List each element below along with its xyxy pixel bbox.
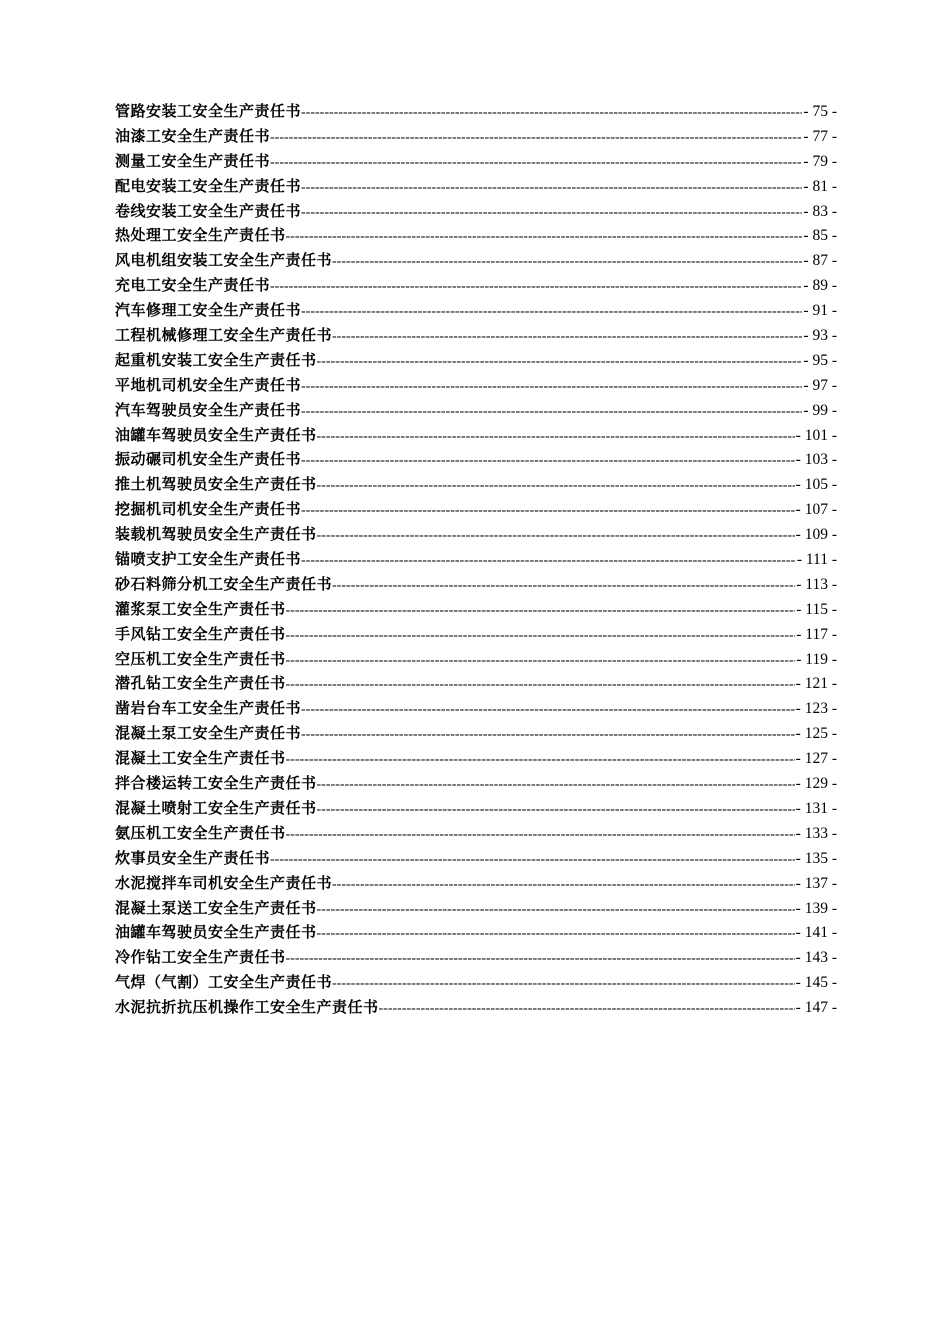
toc-entry-title[interactable]: 油罐车驾驶员安全生产责任书 <box>115 923 317 942</box>
toc-entry-title[interactable]: 推土机驾驶员安全生产责任书 <box>115 475 317 494</box>
toc-entry[interactable] <box>115 423 837 448</box>
toc-dot-leader <box>286 599 796 622</box>
toc-entry-page-number[interactable]: - 85 - <box>803 227 837 245</box>
toc-entry-page-number[interactable]: - 83 - <box>803 202 837 220</box>
toc-entry-title[interactable]: 水泥抗折抗压机操作工安全生产责任书 <box>115 998 379 1017</box>
toc-entry-page-number[interactable]: - 141 - <box>795 924 837 942</box>
toc-dot-leader <box>317 773 795 796</box>
toc-dot-leader <box>317 922 795 945</box>
toc-entry-title[interactable]: 起重机安装工安全生产责任书 <box>115 350 317 369</box>
toc-entry-title[interactable]: 砂石料筛分机工安全生产责任书 <box>115 574 333 593</box>
toc-entry[interactable] <box>115 846 837 871</box>
toc-entry-page-number[interactable]: - 115 - <box>796 600 837 618</box>
toc-entry[interactable] <box>115 721 837 746</box>
toc-entry-page-number[interactable]: - 127 - <box>795 750 837 768</box>
toc-entry-page-number[interactable]: - 119 - <box>796 650 837 668</box>
toc-entry-title[interactable]: 混凝土泵送工安全生产责任书 <box>115 898 317 917</box>
toc-entry-page-number[interactable]: - 111 - <box>796 551 837 569</box>
toc-dot-leader <box>301 176 802 199</box>
toc-entry[interactable] <box>115 398 837 423</box>
toc-entry-title[interactable]: 氨压机工安全生产责任书 <box>115 823 286 842</box>
toc-dot-leader <box>301 698 795 721</box>
toc-entry-page-number[interactable]: - 139 - <box>795 899 837 917</box>
toc-entry-page-number[interactable]: - 123 - <box>795 700 837 718</box>
toc-entry-title[interactable]: 混凝土泵工安全生产责任书 <box>115 724 302 743</box>
toc-entry[interactable] <box>115 199 837 224</box>
toc-entry[interactable] <box>115 223 837 248</box>
toc-entry[interactable] <box>115 896 837 921</box>
toc-entry[interactable] <box>115 995 837 1020</box>
toc-dot-leader <box>270 126 802 149</box>
toc-entry[interactable] <box>115 547 837 572</box>
toc-entry-title[interactable]: 装载机驾驶员安全生产责任书 <box>115 525 317 544</box>
toc-entry-title[interactable]: 灌浆泵工安全生产责任书 <box>115 599 286 618</box>
toc-entry-page-number[interactable]: - 117 - <box>796 625 837 643</box>
toc-entry-page-number[interactable]: - 89 - <box>803 277 837 295</box>
toc-entry[interactable] <box>115 174 837 199</box>
toc-entry[interactable] <box>115 572 837 597</box>
toc-dot-leader <box>301 723 795 746</box>
toc-entry-title[interactable]: 挖掘机司机安全生产责任书 <box>115 500 302 519</box>
toc-entry-title[interactable]: 水泥搅拌车司机安全生产责任书 <box>115 873 333 892</box>
toc-entry-page-number[interactable]: - 91 - <box>803 302 837 320</box>
toc-dot-leader <box>317 524 795 547</box>
toc-entry-title[interactable]: 平地机司机安全生产责任书 <box>115 375 302 394</box>
toc-entry-page-number[interactable]: - 131 - <box>795 799 837 817</box>
toc-entry-page-number[interactable]: - 113 - <box>796 575 837 593</box>
toc-entry[interactable] <box>115 771 837 796</box>
toc-entry[interactable] <box>115 945 837 970</box>
toc-dot-leader <box>301 300 802 323</box>
toc-entry[interactable] <box>115 746 837 771</box>
toc-entry-page-number[interactable]: - 103 - <box>795 451 837 469</box>
toc-entry-page-number[interactable]: - 81 - <box>803 177 837 195</box>
toc-dot-leader <box>286 624 796 647</box>
toc-entry-title[interactable]: 手风钻工安全生产责任书 <box>115 624 286 643</box>
toc-entry-title[interactable]: 空压机工安全生产责任书 <box>115 649 286 668</box>
toc-entry-page-number[interactable]: - 137 - <box>795 874 837 892</box>
toc-entry-page-number[interactable]: - 99 - <box>803 401 837 419</box>
toc-entry-page-number[interactable]: - 143 - <box>795 949 837 967</box>
toc-entry[interactable] <box>115 373 837 398</box>
toc-entry[interactable] <box>115 298 837 323</box>
toc-dot-leader <box>317 474 795 497</box>
toc-entry-title[interactable]: 气焊（气割）工安全生产责任书 <box>115 973 333 992</box>
toc-entry-title[interactable]: 充电工安全生产责任书 <box>115 276 271 295</box>
toc-dot-leader <box>301 549 796 572</box>
toc-entry[interactable] <box>115 149 837 174</box>
toc-entry-title[interactable]: 工程机械修理工安全生产责任书 <box>115 326 333 345</box>
toc-entry[interactable] <box>115 124 837 149</box>
toc-dot-leader <box>379 997 795 1020</box>
toc-dot-leader <box>286 225 803 248</box>
toc-entry-title[interactable]: 潜孔钻工安全生产责任书 <box>115 674 286 693</box>
toc-dot-leader <box>286 673 795 696</box>
toc-entry-title[interactable]: 锚喷支护工安全生产责任书 <box>115 550 302 569</box>
toc-entry-title[interactable]: 油漆工安全生产责任书 <box>115 126 271 145</box>
toc-entry[interactable] <box>115 522 837 547</box>
toc-dot-leader <box>301 201 802 224</box>
toc-dot-leader <box>317 425 795 448</box>
toc-dot-leader <box>301 499 795 522</box>
toc-entry-page-number[interactable]: - 133 - <box>795 824 837 842</box>
toc-entry[interactable] <box>115 622 837 647</box>
toc-entry[interactable] <box>115 821 837 846</box>
toc-entry-page-number[interactable]: - 75 - <box>803 103 837 120</box>
toc-entry-title[interactable]: 汽车修理工安全生产责任书 <box>115 301 302 320</box>
toc-entry[interactable] <box>115 671 837 696</box>
toc-entry-title[interactable]: 冷作钻工安全生产责任书 <box>115 948 286 967</box>
toc-entry-page-number[interactable]: - 121 - <box>795 675 837 693</box>
toc-entry-page-number[interactable]: - 79 - <box>803 152 837 170</box>
toc-dot-leader <box>301 449 795 472</box>
toc-entry-title[interactable]: 油罐车驾驶员安全生产责任书 <box>115 425 317 444</box>
toc-dot-leader <box>317 350 803 373</box>
toc-dot-leader <box>270 151 802 174</box>
toc-entry[interactable] <box>115 647 837 672</box>
table-of-contents <box>115 99 837 1020</box>
toc-dot-leader <box>301 101 802 124</box>
toc-dot-leader <box>301 375 802 398</box>
toc-entry[interactable] <box>115 597 837 622</box>
toc-dot-leader <box>317 898 795 921</box>
toc-entry-title[interactable]: 配电安装工安全生产责任书 <box>115 176 302 195</box>
toc-entry-page-number[interactable]: - 107 - <box>795 501 837 519</box>
toc-entry-title[interactable]: 测量工安全生产责任书 <box>115 151 271 170</box>
toc-entry-page-number[interactable]: - 125 - <box>795 725 837 743</box>
toc-entry-page-number[interactable]: - 135 - <box>795 849 837 867</box>
toc-entry-page-number[interactable]: - 87 - <box>803 252 837 270</box>
toc-entry[interactable] <box>115 696 837 721</box>
toc-entry-page-number[interactable]: - 93 - <box>803 327 837 345</box>
toc-entry[interactable] <box>115 348 837 373</box>
toc-entry[interactable] <box>115 323 837 348</box>
toc-entry-title[interactable]: 振动碾司机安全生产责任书 <box>115 450 302 469</box>
toc-entry[interactable] <box>115 871 837 896</box>
toc-entry[interactable] <box>115 248 837 273</box>
toc-dot-leader <box>317 798 795 821</box>
toc-entry-page-number[interactable]: - 105 - <box>795 476 837 494</box>
toc-entry-page-number[interactable]: - 145 - <box>795 974 837 992</box>
toc-dot-leader <box>332 574 795 597</box>
toc-entry[interactable] <box>115 472 837 497</box>
toc-entry-page-number[interactable]: - 129 - <box>795 775 837 793</box>
toc-entry[interactable] <box>115 796 837 821</box>
toc-dot-leader <box>301 400 802 423</box>
toc-entry-page-number[interactable]: - 97 - <box>803 376 837 394</box>
toc-entry-title[interactable]: 混凝土工安全生产责任书 <box>115 749 286 768</box>
toc-entry-title[interactable]: 热处理工安全生产责任书 <box>115 226 286 245</box>
toc-entry[interactable] <box>115 920 837 945</box>
toc-entry-title[interactable]: 管路安装工安全生产责任书 <box>115 102 302 120</box>
toc-entry[interactable] <box>115 99 837 124</box>
toc-entry-page-number[interactable]: - 109 - <box>795 526 837 544</box>
toc-entry-title[interactable]: 炊事员安全生产责任书 <box>115 848 271 867</box>
toc-entry[interactable] <box>115 970 837 995</box>
toc-entry-title[interactable]: 汽车驾驶员安全生产责任书 <box>115 400 302 419</box>
toc-dot-leader <box>332 972 795 995</box>
toc-dot-leader <box>332 873 795 896</box>
toc-dot-leader <box>270 848 795 871</box>
toc-entry-page-number[interactable]: - 147 - <box>795 999 837 1017</box>
toc-entry[interactable] <box>115 273 837 298</box>
toc-entry-title[interactable]: 拌合楼运转工安全生产责任书 <box>115 774 317 793</box>
toc-entry-title[interactable]: 风电机组安装工安全生产责任书 <box>115 251 333 270</box>
toc-entry-page-number[interactable]: - 77 - <box>803 127 837 145</box>
toc-entry-title[interactable]: 混凝土喷射工安全生产责任书 <box>115 798 317 817</box>
toc-entry-page-number[interactable]: - 101 - <box>795 426 837 444</box>
toc-entry-page-number[interactable]: - 95 - <box>803 351 837 369</box>
toc-entry-title[interactable]: 卷线安装工安全生产责任书 <box>115 201 302 220</box>
toc-dot-leader <box>286 748 795 771</box>
toc-entry[interactable] <box>115 497 837 522</box>
toc-dot-leader <box>332 250 802 273</box>
toc-dot-leader <box>286 823 795 846</box>
toc-dot-leader <box>332 325 802 348</box>
toc-dot-leader <box>286 947 795 970</box>
toc-entry[interactable] <box>115 447 837 472</box>
toc-dot-leader <box>270 275 802 298</box>
toc-dot-leader <box>286 649 796 672</box>
toc-entry-title[interactable]: 凿岩台车工安全生产责任书 <box>115 699 302 718</box>
